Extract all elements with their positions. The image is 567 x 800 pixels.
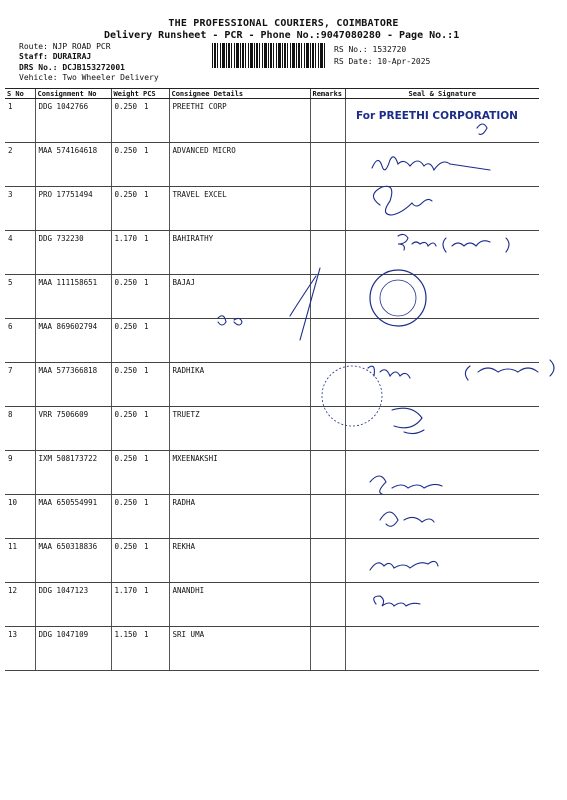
pieces: 1: [141, 319, 169, 363]
pieces: 1: [141, 627, 169, 671]
pieces: 1: [141, 363, 169, 407]
staff-label: Staff: DURAIRAJ: [19, 52, 92, 61]
vehicle-label: Vehicle: Two Wheeler Delivery: [19, 73, 159, 82]
consignee-details: BAHIRATHY: [169, 231, 310, 275]
serial-number: 11: [5, 539, 35, 583]
consignee-details: PREETHI CORP: [169, 99, 310, 143]
consignee-details: ANANDHI: [169, 583, 310, 627]
consignee-details: BAJAJ: [169, 275, 310, 319]
seal-signature: [345, 363, 539, 407]
table-row: [5, 539, 539, 583]
table-row: [5, 627, 539, 671]
serial-number: 4: [5, 231, 35, 275]
serial-number: 2: [5, 143, 35, 187]
consignee-details: [169, 319, 310, 363]
runsheet-subtitle: Delivery Runsheet - PCR - Phone No.:9047080280 - Page No.:1: [104, 30, 460, 41]
table-row: [5, 583, 539, 627]
consignee-details: RADHIKA: [169, 363, 310, 407]
consignee-details: REKHA: [169, 539, 310, 583]
seal-signature: [345, 627, 539, 671]
remarks: [310, 583, 345, 627]
seal-signature: [345, 275, 539, 319]
consignment-number: VRR 7506609: [35, 407, 111, 451]
table-row: [5, 407, 539, 451]
drs-number: DRS No.: DCJB153272001: [19, 63, 125, 72]
route-label: Route: NJP ROAD PCR: [19, 42, 111, 51]
consignment-number: DDG 1042766: [35, 99, 111, 143]
serial-number: 10: [5, 495, 35, 539]
remarks: [310, 495, 345, 539]
column-header: S No: [5, 89, 35, 99]
consignee-details: MXEENAKSHI: [169, 451, 310, 495]
column-header: Consignment No: [35, 89, 111, 99]
consignment-number: MAA 577366818: [35, 363, 111, 407]
remarks: [310, 99, 345, 143]
weight: 0.250: [111, 187, 141, 231]
seal-signature: [345, 407, 539, 451]
weight: 0.250: [111, 99, 141, 143]
column-header: Consignee Details: [169, 89, 310, 99]
consignment-number: MAA 650554991: [35, 495, 111, 539]
weight: 0.250: [111, 319, 141, 363]
weight: 0.250: [111, 451, 141, 495]
serial-number: 7: [5, 363, 35, 407]
serial-number: 9: [5, 451, 35, 495]
seal-signature: [345, 495, 539, 539]
weight: 0.250: [111, 363, 141, 407]
pieces: 1: [141, 143, 169, 187]
serial-number: 12: [5, 583, 35, 627]
consignee-details: ADVANCED MICRO: [169, 143, 310, 187]
weight: 0.250: [111, 407, 141, 451]
remarks: [310, 363, 345, 407]
table-row: [5, 143, 539, 187]
column-header: Remarks: [310, 89, 345, 99]
seal-signature: [345, 319, 539, 363]
seal-signature: [345, 539, 539, 583]
seal-signature: [345, 583, 539, 627]
runsheet-title: THE PROFESSIONAL COURIERS, COIMBATORE: [168, 18, 399, 29]
column-header: PCS: [141, 89, 169, 99]
table-row: [5, 275, 539, 319]
serial-number: 5: [5, 275, 35, 319]
rs-date: RS Date: 10-Apr-2025: [334, 57, 431, 66]
serial-number: 8: [5, 407, 35, 451]
pieces: 1: [141, 99, 169, 143]
weight: 0.250: [111, 143, 141, 187]
consignment-number: DDG 1047123: [35, 583, 111, 627]
consignment-number: MAA 869602794: [35, 319, 111, 363]
weight: 0.250: [111, 539, 141, 583]
serial-number: 1: [5, 99, 35, 143]
serial-number: 3: [5, 187, 35, 231]
table-row: [5, 451, 539, 495]
company-stamp: For PREETHI CORPORATION: [356, 110, 518, 122]
pieces: 1: [141, 407, 169, 451]
pieces: 1: [141, 231, 169, 275]
table-row: [5, 319, 539, 363]
pieces: 1: [141, 451, 169, 495]
table-row: [5, 231, 539, 275]
consignment-number: MAA 650318836: [35, 539, 111, 583]
consignment-number: MAA 574164618: [35, 143, 111, 187]
runsheet-table: [5, 88, 539, 671]
seal-signature: [345, 187, 539, 231]
table-header-row: [5, 89, 539, 99]
consignee-details: TRAVEL EXCEL: [169, 187, 310, 231]
pieces: 1: [141, 187, 169, 231]
column-header: Weight: [111, 89, 141, 99]
table-row: [5, 363, 539, 407]
table-row: [5, 187, 539, 231]
serial-number: 13: [5, 627, 35, 671]
consignment-number: MAA 111158651: [35, 275, 111, 319]
remarks: [310, 231, 345, 275]
remarks: [310, 143, 345, 187]
rs-number: RS No.: 1532720: [334, 45, 407, 54]
consignment-number: DDG 1047109: [35, 627, 111, 671]
pieces: 1: [141, 583, 169, 627]
consignee-details: RADHA: [169, 495, 310, 539]
weight: 1.170: [111, 231, 141, 275]
consignment-number: IXM 508173722: [35, 451, 111, 495]
remarks: [310, 627, 345, 671]
weight: 0.250: [111, 275, 141, 319]
serial-number: 6: [5, 319, 35, 363]
weight: 1.150: [111, 627, 141, 671]
remarks: [310, 187, 345, 231]
remarks: [310, 407, 345, 451]
consignment-number: PRO 17751494: [35, 187, 111, 231]
weight: 0.250: [111, 495, 141, 539]
barcode: [212, 43, 325, 68]
consignee-details: SRI UMA: [169, 627, 310, 671]
remarks: [310, 451, 345, 495]
seal-signature: [345, 231, 539, 275]
table-row: [5, 495, 539, 539]
weight: 1.170: [111, 583, 141, 627]
column-header: Seal & Signature: [345, 89, 539, 99]
pieces: 1: [141, 539, 169, 583]
remarks: [310, 275, 345, 319]
pieces: 1: [141, 495, 169, 539]
remarks: [310, 539, 345, 583]
seal-signature: [345, 143, 539, 187]
consignee-details: TRUETZ: [169, 407, 310, 451]
consignment-number: DDG 732230: [35, 231, 111, 275]
pieces: 1: [141, 275, 169, 319]
remarks: [310, 319, 345, 363]
seal-signature: [345, 451, 539, 495]
